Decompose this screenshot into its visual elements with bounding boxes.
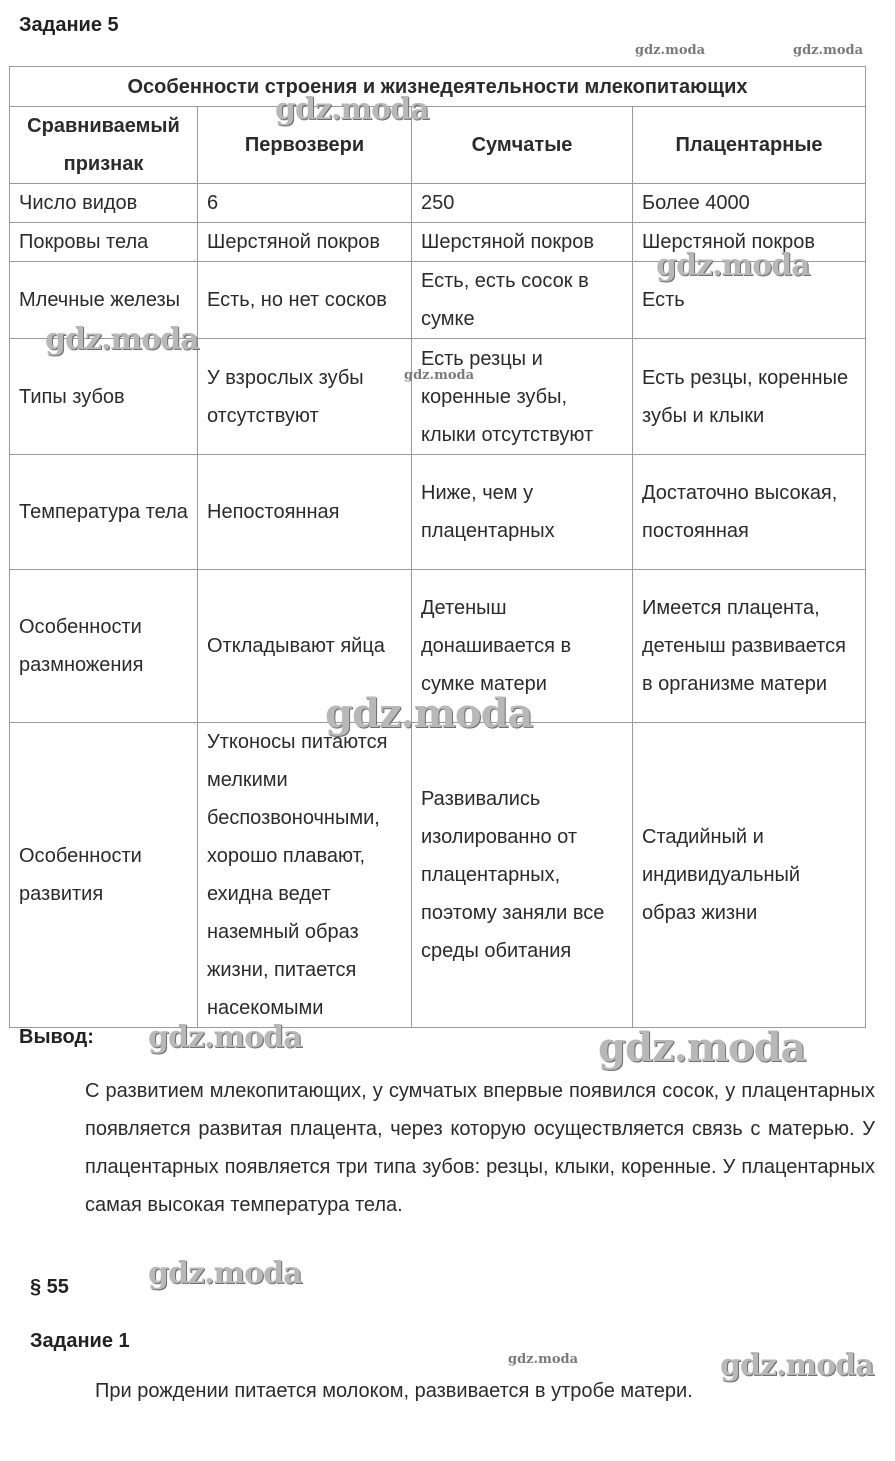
watermark: gdz.moda xyxy=(275,92,429,127)
row-monotremes: Откладывают яйца xyxy=(198,570,412,723)
header-monotremes: Первозвери xyxy=(198,107,412,184)
table-row xyxy=(10,339,866,455)
header-marsupials: Сумчатые xyxy=(412,107,633,184)
task-1-title: Задание 1 xyxy=(30,1330,130,1352)
table-row xyxy=(10,723,866,1028)
paragraph-number: § 55 xyxy=(30,1276,69,1298)
row-placentals: Имеется плацента, детеныш развивается в организме матери xyxy=(633,570,866,723)
row-placentals: Есть xyxy=(633,262,866,339)
header-placentals: Плацентарные xyxy=(633,107,866,184)
row-marsupials: Есть, есть сосок в сумке xyxy=(412,262,633,339)
watermark: gdz.moda xyxy=(148,1256,302,1291)
row-feature: Особенности размножения xyxy=(10,570,198,723)
row-marsupials: Шерстяной покров xyxy=(412,223,633,262)
task-1-answer: При рождении питается молоком, развивается в утробе матери. xyxy=(95,1380,693,1402)
conclusion-label: Вывод: xyxy=(19,1026,94,1048)
row-feature: Особенности развития xyxy=(10,723,198,1028)
watermark: gdz.moda xyxy=(325,690,533,737)
table-row xyxy=(10,223,866,262)
row-marsupials: Есть резцы и коренные зубы, клыки отсутствуют xyxy=(412,339,633,455)
row-feature: Число видов xyxy=(10,184,198,223)
watermark: gdz.moda xyxy=(598,1024,806,1071)
row-placentals: Достаточно высокая, постоянная xyxy=(633,455,866,570)
watermark: gdz.moda xyxy=(635,43,706,58)
watermark: gdz.moda xyxy=(793,43,864,58)
row-monotremes: У взрослых зубы отсутствуют xyxy=(198,339,412,455)
header-feature: Сравниваемый признак xyxy=(10,107,198,184)
row-marsupials: Детеныш донашивается в сумке матери xyxy=(412,570,633,723)
row-marsupials: 250 xyxy=(412,184,633,223)
task-5-title: Задание 5 xyxy=(19,14,119,36)
row-feature: Типы зубов xyxy=(10,339,198,455)
table-row xyxy=(10,184,866,223)
watermark: gdz.moda xyxy=(656,248,810,283)
table-caption: Особенности строения и жизнедеятельности млекопитающих xyxy=(10,67,866,107)
row-placentals: Шерстяной покров xyxy=(633,223,866,262)
row-feature: Млечные железы xyxy=(10,262,198,339)
table-row xyxy=(10,455,866,570)
table-row xyxy=(10,570,866,723)
watermark: gdz.moda xyxy=(508,1352,579,1367)
mammals-table-wrapper xyxy=(9,66,865,1028)
watermark: gdz.moda xyxy=(148,1020,302,1055)
row-monotremes: Шерстяной покров xyxy=(198,223,412,262)
row-placentals: Более 4000 xyxy=(633,184,866,223)
row-placentals: Есть резцы, коренные зубы и клыки xyxy=(633,339,866,455)
row-monotremes: Утконосы питаются мелкими беспозвоночными, хорошо плавают, ехидна ведет наземный образ жизни, питается насекомыми xyxy=(198,723,412,1028)
watermark: gdz.moda xyxy=(404,368,475,383)
row-placentals: Стадийный и индивидуальный образ жизни xyxy=(633,723,866,1028)
conclusion-text: С развитием млекопитающих, у сумчатых впервые появился сосок, у плацентарных появляется развитая плацента, через которую осуществляется связь с матерью. У плацентарных появляется три типа зубов: резцы, клыки, коренные. У плацентарных самая высокая температура тела. xyxy=(85,1080,875,1216)
row-monotremes: 6 xyxy=(198,184,412,223)
row-monotremes: Есть, но нет сосков xyxy=(198,262,412,339)
row-marsupials: Ниже, чем у плацентарных xyxy=(412,455,633,570)
watermark: gdz.moda xyxy=(45,322,199,357)
watermark: gdz.moda xyxy=(720,1348,874,1383)
mammals-comparison-table xyxy=(9,66,866,1028)
row-marsupials: Развивались изолированно от плацентарных, поэтому заняли все среды обитания xyxy=(412,723,633,1028)
table-row xyxy=(10,262,866,339)
row-feature: Покровы тела xyxy=(10,223,198,262)
row-monotremes: Непостоянная xyxy=(198,455,412,570)
row-feature: Температура тела xyxy=(10,455,198,570)
